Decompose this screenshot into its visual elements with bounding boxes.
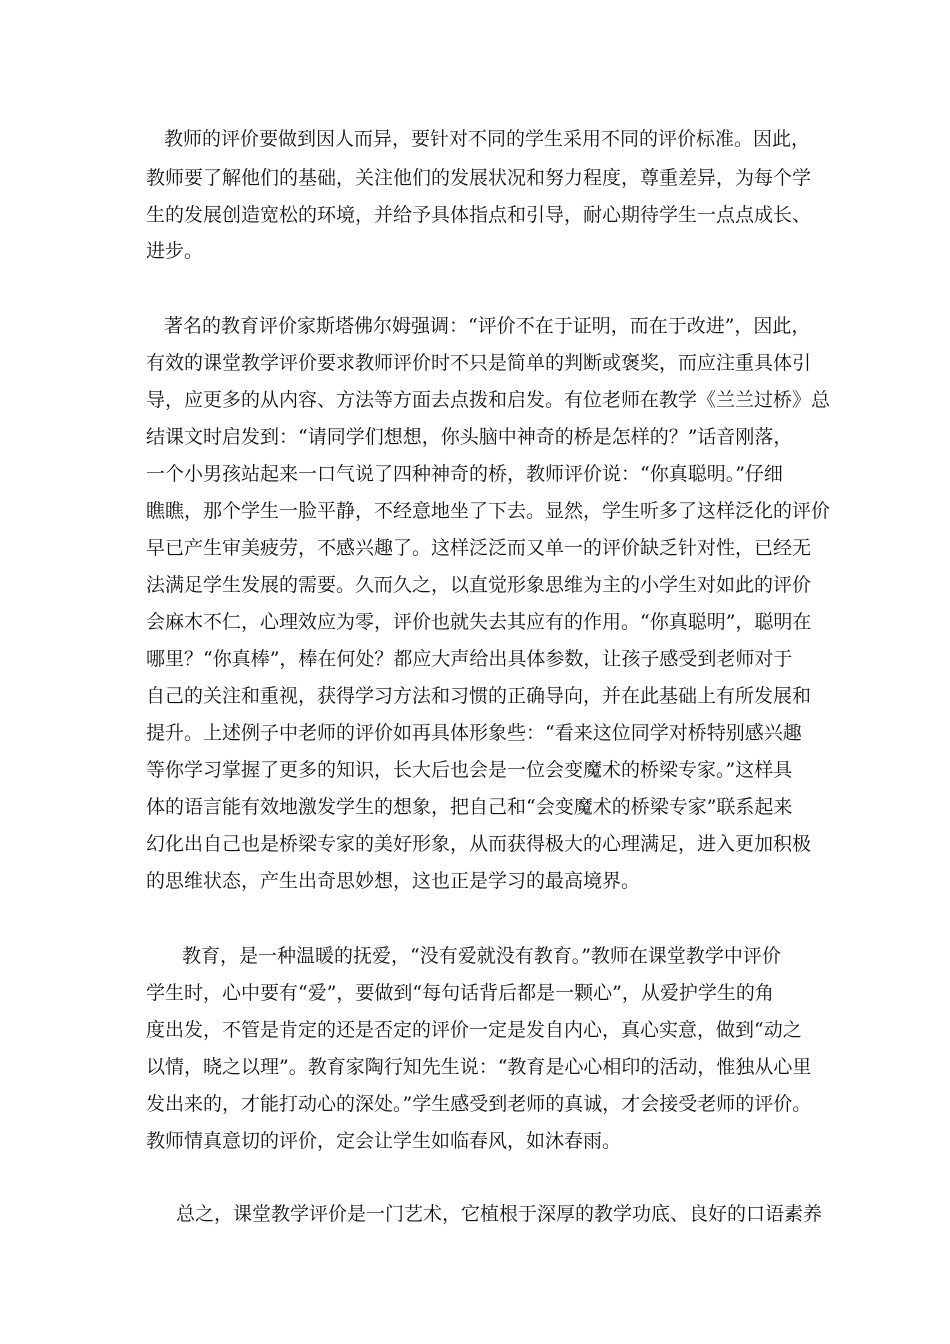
text-line: 体的语言能有效地激发学生的想象，把自己和“会变魔术的桥梁专家”联系起来 [146, 796, 793, 818]
text-line: 教师要了解他们的基础，关注他们的发展状况和努力程度，尊重差异，为每个学 [146, 167, 812, 189]
text-line: 幻化出自己也是桥梁专家的美好形象，从而获得极大的心理满足，进入更加积极 [146, 833, 812, 855]
text-line: 教育，是一种温暖的抚爱，“没有爱就没有教育。”教师在课堂教学中评价 [182, 945, 781, 967]
text-line: 会麻木不仁，心理效应为零，评价也就失去其应有的作用。“你真聪明”，聪明在 [146, 611, 812, 633]
text-line: 度出发，不管是肯定的还是否定的评价一定是发自内心，真心实意，做到“动之 [146, 1019, 802, 1041]
text-line: 结课文时启发到：“请同学们想想，你头脑中神奇的桥是怎样的？”话音刚落， [146, 426, 793, 448]
text-line: 发出来的，才能打动心的深处。”学生感受到老师的真诚，才会接受老师的评价。 [146, 1093, 812, 1115]
text-line: 总之，课堂教学评价是一门艺术，它植根于深厚的教学功底、良好的口语素养 [176, 1203, 823, 1225]
text-line: 早已产生审美疲劳，不感兴趣了。这样泛泛而又单一的评价缺乏针对性，已经无 [146, 537, 812, 559]
text-line: 教师的评价要做到因人而异，要针对不同的学生采用不同的评价标准。因此， [164, 128, 811, 150]
text-line: 导，应更多的从内容、方法等方面去点拨和启发。有位老师在教学《兰兰过桥》总 [146, 389, 831, 411]
text-line: 等你学习掌握了更多的知识，长大后也会是一位会变魔术的桥梁专家。”这样具 [146, 759, 793, 781]
text-line: 提升。上述例子中老师的评价如再具体形象些：“看来这位同学对桥特别感兴趣 [146, 722, 802, 744]
text-line: 一个小男孩站起来一口气说了四种神奇的桥，教师评价说：“你真聪明。”仔细 [146, 463, 783, 485]
text-line: 教师情真意切的评价，定会让学生如临春风，如沐春雨。 [146, 1130, 622, 1152]
text-line: 生的发展创造宽松的环境，并给予具体指点和引导，耐心期待学生一点点成长、 [146, 204, 812, 226]
text-line: 学生时，心中要有“爱”，要做到“每句话背后都是一颗心”，从爱护学生的角 [146, 982, 774, 1004]
text-line: 自己的关注和重视，获得学习方法和习惯的正确导向，并在此基础上有所发展和 [146, 685, 812, 707]
text-line: 的思维状态，产生出奇思妙想，这也正是学习的最高境界。 [146, 870, 641, 892]
text-line: 瞧瞧，那个学生一脸平静，不经意地坐了下去。显然，学生听多了这样泛化的评价 [146, 500, 831, 522]
text-line: 著名的教育评价家斯塔佛尔姆强调：“评价不在于证明，而在于改进”，因此， [164, 315, 811, 337]
text-line: 进步。 [146, 240, 204, 262]
text-line: 哪里？“你真棒”，棒在何处？都应大声给出具体参数，让孩子感受到老师对于 [146, 648, 793, 670]
text-line: 以情，晓之以理”。教育家陶行知先生说：“教育是心心相印的活动，惟独从心里 [146, 1056, 812, 1078]
text-line: 有效的课堂教学评价要求教师评价时不只是简单的判断或褒奖，而应注重具体引 [146, 352, 812, 374]
text-line: 法满足学生发展的需要。久而久之，以直觉形象思维为主的小学生对如此的评价 [146, 574, 812, 596]
